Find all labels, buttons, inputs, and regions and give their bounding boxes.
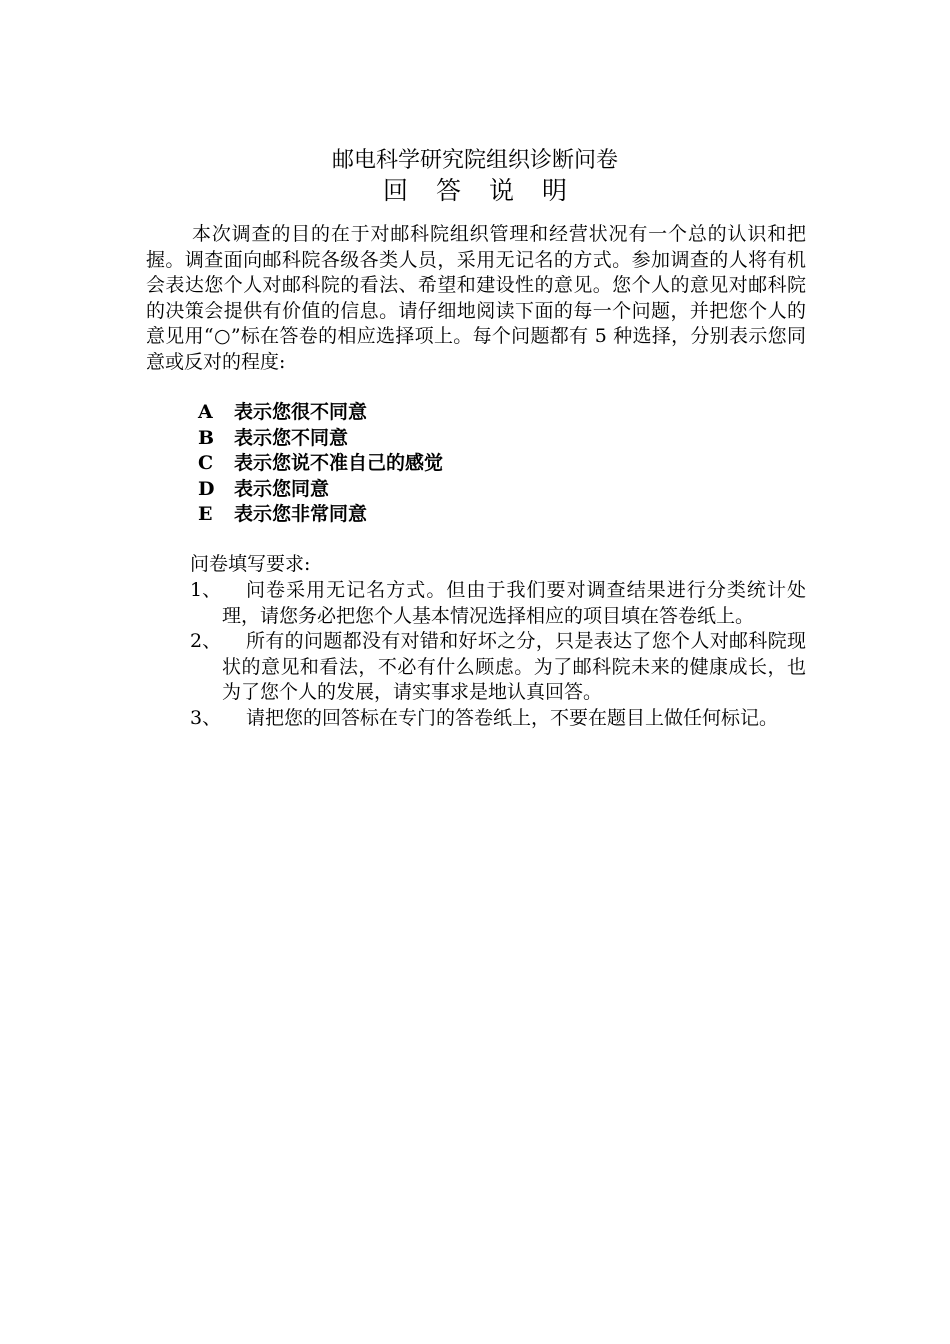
- requirements-heading: 问卷填写要求:: [190, 553, 311, 575]
- choice-text: 表示您不同意: [234, 426, 349, 449]
- choice-letter: C: [198, 452, 214, 474]
- requirement-number: 1、: [190, 579, 222, 601]
- document-title: 邮电科学研究院组织诊断问卷: [331, 148, 618, 173]
- document-subtitle: 回答说明: [382, 176, 595, 205]
- intro-paragraph: 本次调查的目的在于对邮科院组织管理和经营状况有一个总的认识和把握。调查面向邮科院各级各类人员，采用无记名的方式。参加调查的人将有机会表达您个人对邮科院的看法、希望和建设性的意见。您个人的意见对邮科院的决策会提供有价值的信息。请仔细地阅读下面的每一个问题，并把您个人的意见用“○”标在答卷的相应选择项上。每个问题都有 5 种选择，分别表示您同意或反对的程度:: [146, 223, 806, 373]
- requirement-text: 问卷采用无记名方式。但由于我们要对调查结果进行分类统计处理，请您务必把您个人基本情况选择相应的项目填在答卷纸上。: [222, 579, 806, 627]
- requirement-item-3: [190, 706, 806, 732]
- requirement-text: 所有的问题都没有对错和好坏之分，只是表达了您个人对邮科院现状的意见和看法，不必有什么顾虑。为了邮科院未来的健康成长，也为了您个人的发展，请实事求是地认真回答。: [222, 630, 806, 703]
- choice-text: 表示您同意: [234, 477, 330, 500]
- choice-item-c: [198, 451, 443, 477]
- choice-letter: A: [198, 401, 213, 423]
- choice-letter: E: [198, 503, 213, 525]
- requirement-number: 3、: [190, 706, 222, 729]
- requirement-number: 2、: [190, 630, 222, 652]
- choice-item-d: [198, 477, 443, 503]
- choice-letter: D: [198, 477, 215, 500]
- requirement-text: 请把您的回答标在专门的答卷纸上，不要在题目上做任何标记。: [246, 706, 779, 729]
- choice-item-e: [198, 502, 443, 528]
- choice-list: [198, 400, 443, 528]
- requirement-item-1: [190, 578, 806, 629]
- choice-item-b: [198, 426, 443, 452]
- requirement-item-2: [190, 629, 806, 706]
- choice-text: 表示您很不同意: [234, 401, 368, 423]
- choice-text: 表示您说不准自己的感觉: [234, 452, 444, 474]
- requirements-list: [190, 578, 806, 731]
- choice-item-a: [198, 400, 443, 426]
- choice-letter: B: [198, 426, 215, 449]
- choice-text: 表示您非常同意: [234, 503, 368, 525]
